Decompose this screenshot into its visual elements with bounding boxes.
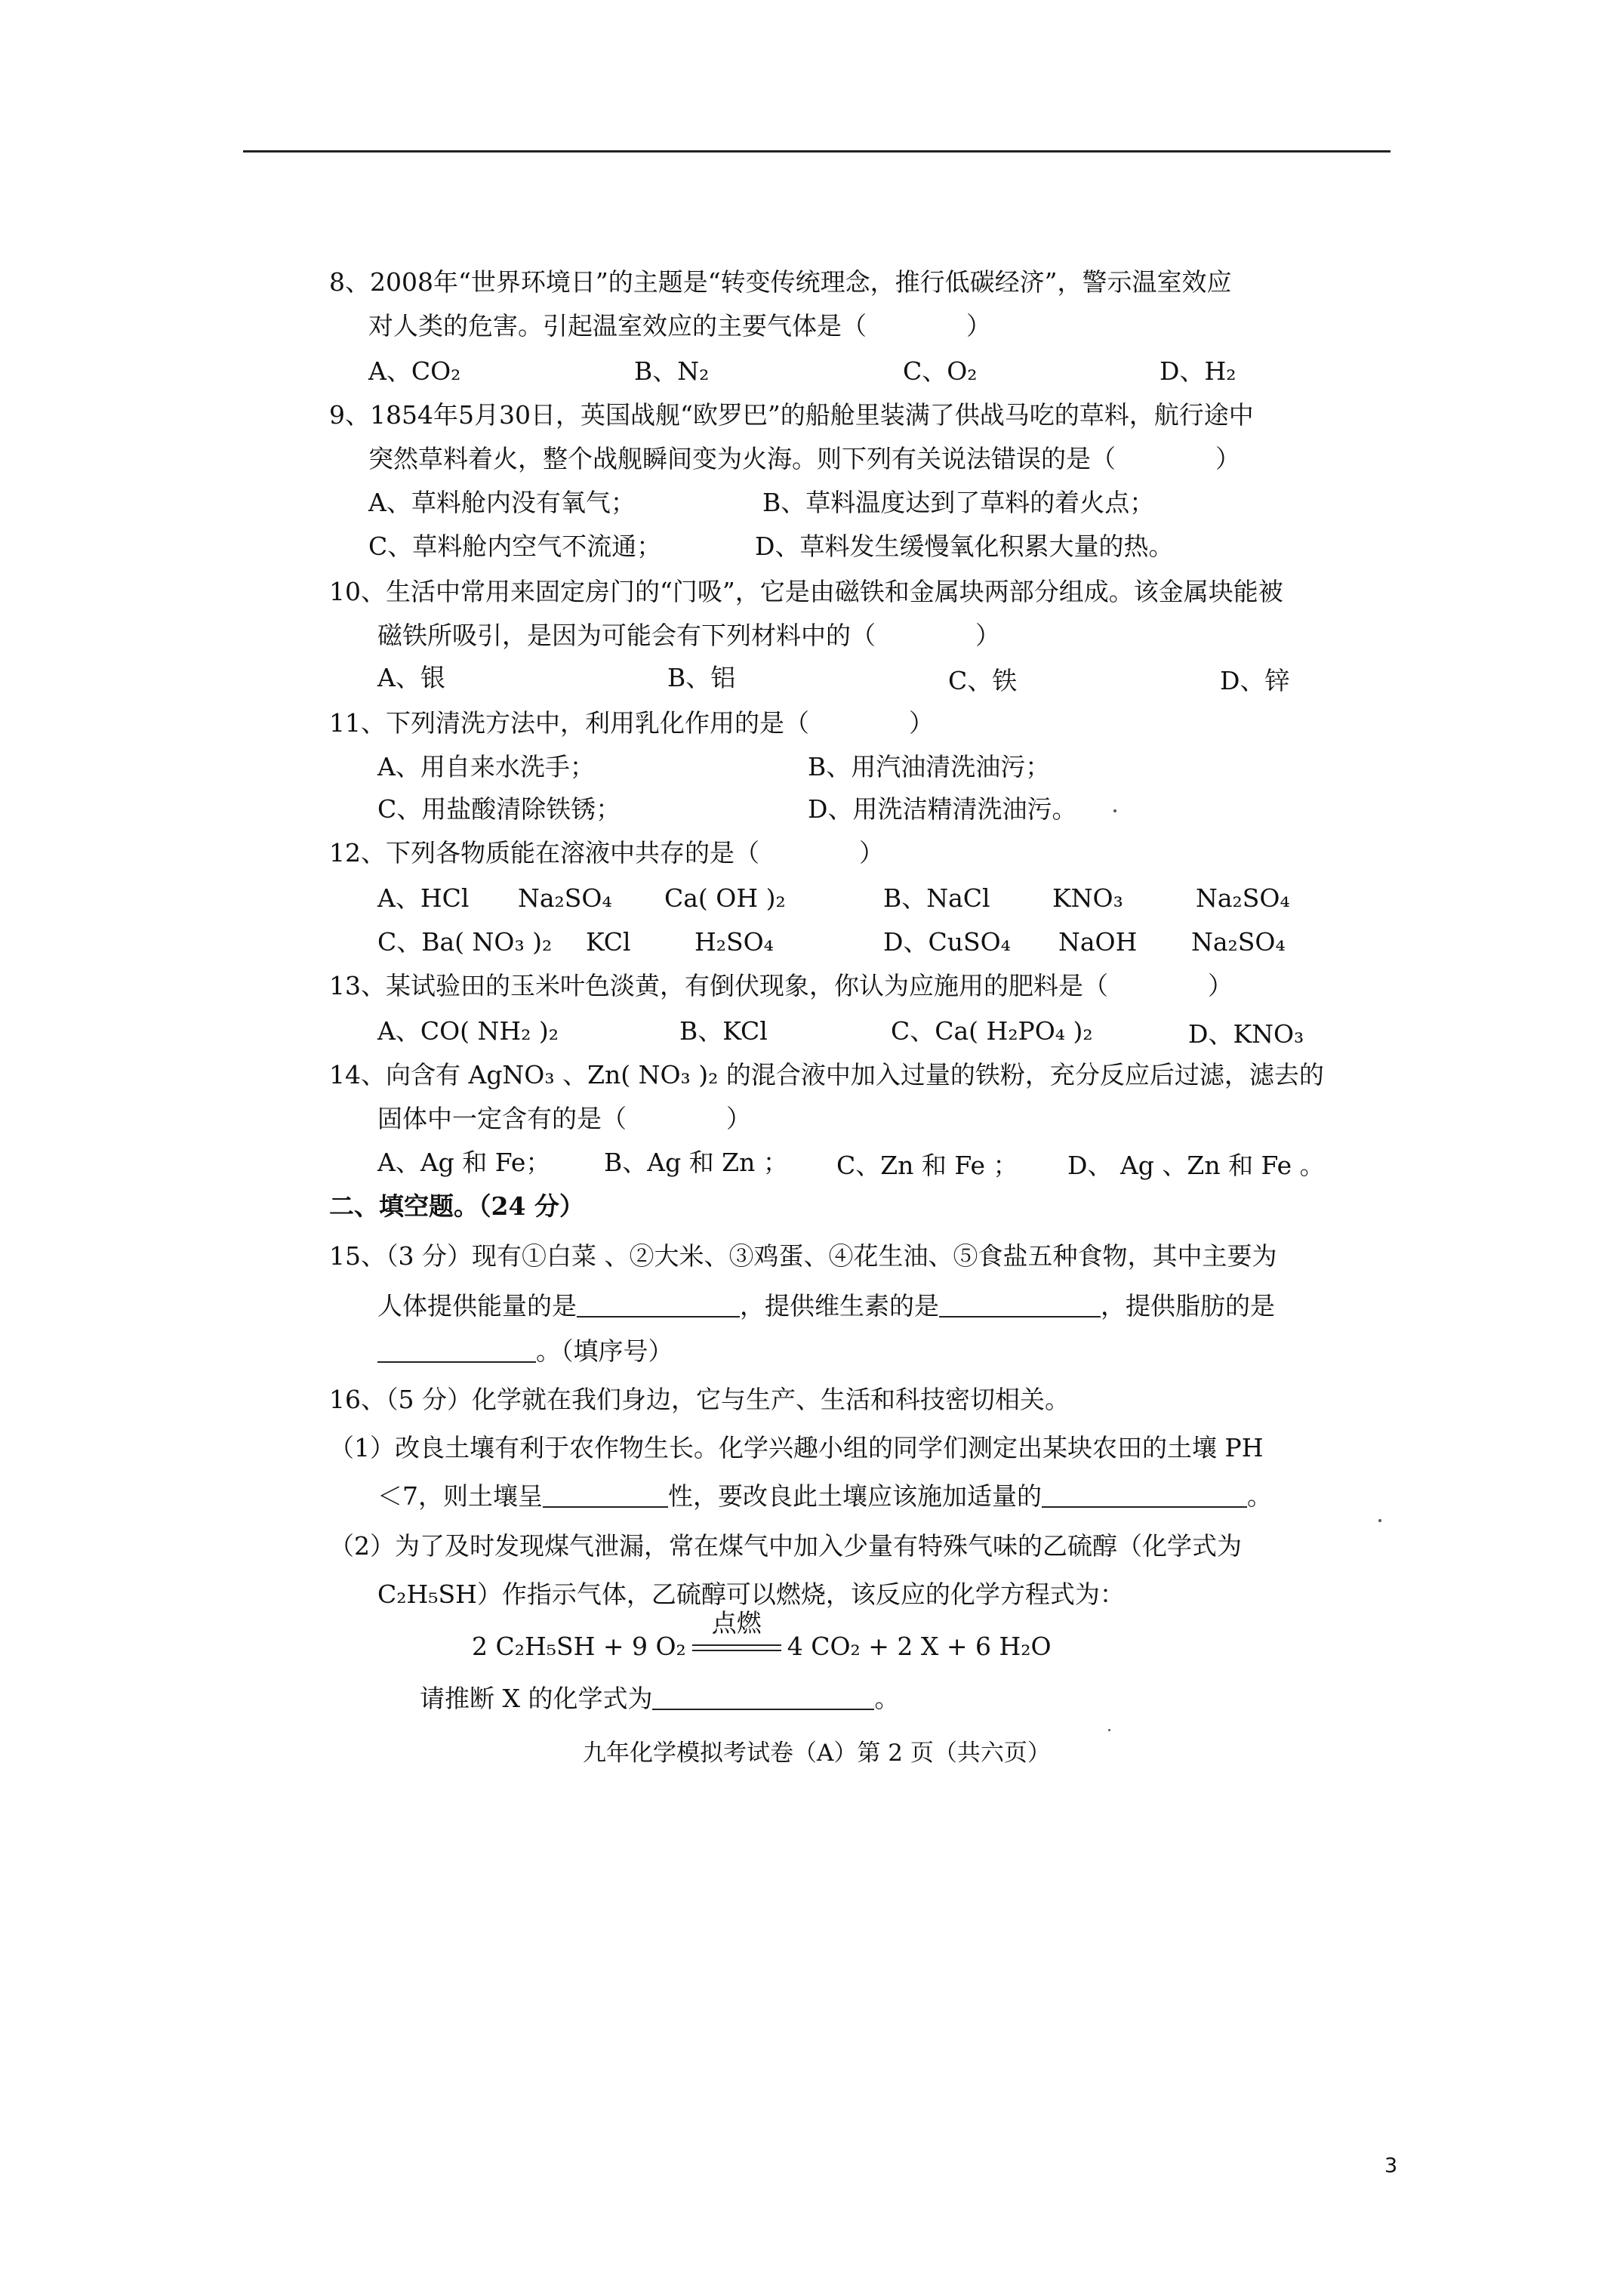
q8-line1: 8、2008年“世界环境日”的主题是“转变传统理念，推行低碳经济”，警示温室效应 [329,267,1232,297]
q10-line1: 10、生活中常用来固定房门的“门吸”，它是由磁铁和金属块两部分组成。该金属块能被 [329,577,1283,606]
q11-line1: 11、下列清洗方法中，利用乳化作用的是（ ） [329,708,934,738]
header-rule [243,150,1390,153]
scan-speck [1113,809,1116,812]
q10-option-a: A、银 [377,663,445,692]
q14-option-c: C、Zn 和 Fe ； [836,1151,1018,1180]
q12-option-a-2: Na₂SO₄ [518,883,612,913]
q16-text-soil: ＜7，则土壤呈 [377,1481,543,1511]
scan-speck [1378,1519,1381,1522]
equation-reactants: 2 C₂H₅SH + 9 O₂ [472,1632,686,1661]
q13-option-a: A、CO( NH₂ )₂ [377,1016,559,1046]
scan-speck [1108,1729,1110,1731]
q14-option-b: B、Ag 和 Zn ； [604,1148,788,1177]
q15-line1: 15、（3 分）现有①白菜 、②大米、③鸡蛋、④花生油、⑤食盐五种食物，其中主要为 [329,1241,1277,1271]
equals-line-bottom [692,1650,781,1651]
q14-option-d: D、 Ag 、Zn 和 Fe 。 [1067,1151,1325,1180]
equation-condition [692,1608,781,1658]
q8-option-d: D、H₂ [1160,356,1236,386]
q12-option-c-3: H₂SO₄ [694,927,774,957]
q11-option-a: A、用自来水洗手； [377,752,595,781]
q12-option-b-2: KNO₃ [1052,883,1123,913]
q12-line1: 12、下列各物质能在溶液中共存的是（ ） [329,838,884,868]
q16-line1: 16、（5 分）化学就在我们身边，它与生产、生活和科技密切相关。 [329,1385,1070,1414]
q9-line1: 9、1854年5月30日，英国战舰“欧罗巴”的船舱里装满了供战马吃的草料，航行途中 [329,400,1254,430]
q12-option-b-3: Na₂SO₄ [1196,883,1290,913]
equals-line-top [692,1644,781,1646]
q13-option-c: C、Ca( H₂PO₄ )₂ [891,1016,1093,1046]
q15-blank-vitamin[interactable] [939,1293,1101,1318]
q13-option-b: B、KCl [679,1016,768,1046]
q9-line2: 突然草料着火，整个战舰瞬间变为火海。则下列有关说法错误的是（ ） [368,444,1240,473]
q9-option-d: D、草料发生缓慢氧化积累大量的热。 [755,532,1174,561]
q9-option-c: C、草料舱内空气不流通； [368,532,662,561]
q15-text-note: 。（填序号） [536,1336,673,1366]
q16-blank-amendment[interactable] [1042,1484,1247,1508]
q13-option-d: D、KNO₃ [1188,1019,1304,1049]
equation-products: 4 CO₂ + 2 X + 6 H₂O [787,1632,1052,1661]
section-fill-in-title: 二、填空题。（24 分） [329,1191,584,1221]
q12-option-a-3: Ca( OH )₂ [664,883,786,913]
q9-option-a: A、草料舱内没有氧气； [368,488,636,517]
q15-text-fat: ，提供脂肪的是 [1101,1291,1275,1321]
q15-line3 [377,1335,673,1368]
q15-blank-energy[interactable] [577,1293,740,1318]
q10-option-d: D、锌 [1220,666,1290,695]
q15-blank-fat[interactable] [377,1339,536,1363]
q9-option-b: B、草料温度达到了草料的着火点； [762,488,1155,517]
q15-text-vitamin: ，提供维生素的是 [740,1291,939,1321]
q16-part1-line2 [377,1480,1272,1513]
page-footer: 九年化学模拟考试卷（A）第 2 页（共六页） [583,1740,1051,1767]
q16-text-infer: 请推断 X 的化学式为 [420,1684,653,1713]
q16-part2-line3 [420,1682,899,1715]
q14-line1: 14、向含有 AgNO₃ 、Zn( NO₃ )₂ 的混合液中加入过量的铁粉，充分反应后过滤，滤去的 [329,1060,1324,1089]
q15-text-energy: 人体提供能量的是 [377,1291,577,1321]
q15-line2 [377,1290,1275,1323]
q11-option-d: D、用洗洁精清洗油污。 [808,794,1077,824]
condition-label: 点燃 [711,1608,762,1638]
q16-part2-line1: （2）为了及时发现煤气泄漏，常在煤气中加入少量有特殊气味的乙硫醇（化学式为 [329,1531,1242,1561]
q10-option-c: C、铁 [948,666,1018,695]
page-number: 3 [1384,2154,1398,2177]
q16-part2-line2: C₂H₅SH）作指示气体，乙硫醇可以燃烧，该反应的化学方程式为： [377,1579,1125,1609]
q16-blank-soil-property[interactable] [543,1484,668,1508]
q8-option-c: C、O₂ [903,356,978,386]
q8-option-b: B、N₂ [634,356,710,386]
q12-option-c-2: KCl [586,927,631,957]
q16-text-end2: 。 [874,1684,900,1713]
q16-text-amend: 性，要改良此土壤应该施加适量的 [668,1481,1042,1511]
q12-option-d-2: NaOH [1058,927,1138,957]
q10-line2: 磁铁所吸引，是因为可能会有下列材料中的（ ） [377,621,1000,650]
q12-option-d-1: D、CuSO₄ [883,927,1011,957]
q10-option-b: B、铝 [667,663,736,692]
q16-text-end: 。 [1247,1481,1272,1511]
q12-option-a-1: A、HCl [377,883,470,913]
q12-option-c-1: C、Ba( NO₃ )₂ [377,927,553,957]
q13-line1: 13、某试验田的玉米叶色淡黄，有倒伏现象，你认为应施用的肥料是（ ） [329,971,1233,1000]
q11-option-c: C、用盐酸清除铁锈； [377,794,621,824]
q16-part1-line1: （1）改良土壤有利于农作物生长。化学兴趣小组的同学们测定出某块农田的土壤 PH [329,1433,1264,1462]
q12-option-d-3: Na₂SO₄ [1191,927,1286,957]
q8-line2: 对人类的危害。引起温室效应的主要气体是（ ） [368,311,991,341]
q12-option-b-1: B、NaCl [883,883,990,913]
q8-option-a: A、CO₂ [368,356,461,386]
chemical-equation [472,1608,1052,1663]
q14-option-a: A、Ag 和 Fe； [377,1148,551,1177]
q11-option-b: B、用汽油清洗油污； [808,752,1051,781]
q16-blank-formula-x[interactable] [652,1686,874,1710]
q14-line2: 固体中一定含有的是（ ） [377,1104,751,1133]
